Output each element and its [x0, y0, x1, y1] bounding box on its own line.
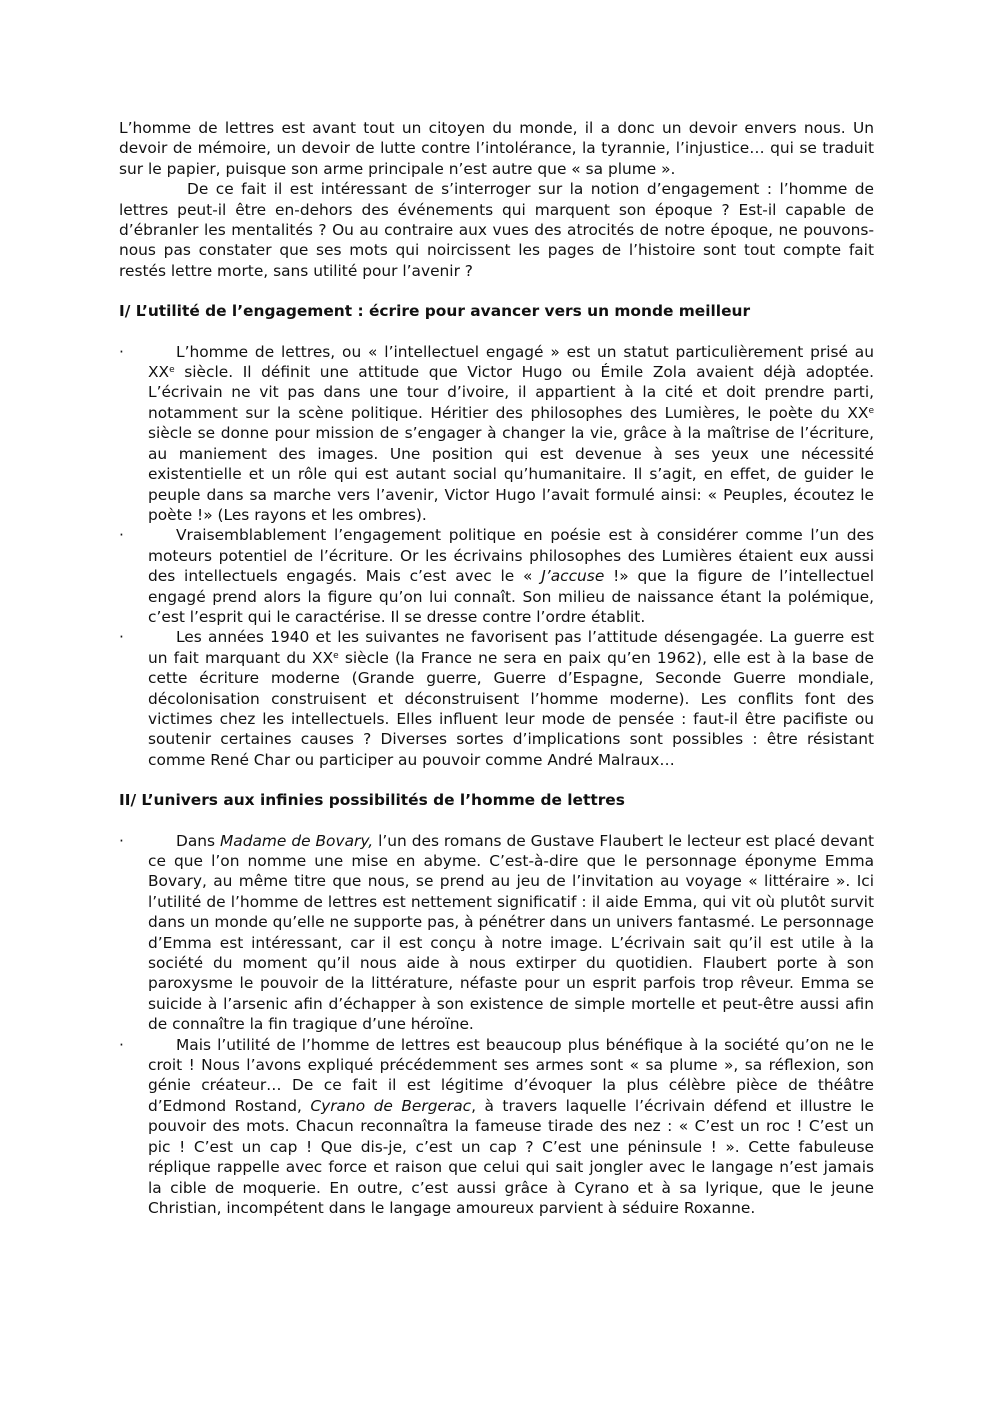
- document-body: [119, 118, 874, 1218]
- section-2-heading: II/ L’univers aux infinies possibilités de l’homme de lettres: [119, 791, 625, 810]
- bullet-marker: ·: [119, 342, 124, 361]
- bullet-marker: ·: [119, 526, 124, 545]
- bullet-marker: ·: [119, 1035, 124, 1054]
- section-1-item-3-text: Les années 1940 et les suivantes ne favorisent pas l’attitude désengagée. La guerre est un fait marquant du XXe siècle (la France ne sera en paix qu’en 1962), elle est à la base de cette écriture moderne (Grande guerre, Guerre d’Espagne, Seconde Guerre mondiale, décolonisation construisent et déconstruisent l’homme moderne). Les conflits font des victimes chez les intellectuels. Elles influent leur mode de pensée : faut-il être pacifiste ou soutenir certaines causes ? Diverses sortes d’implications sont possibles : être résistant comme René Char ou participer au pouvoir comme André Malraux…: [148, 628, 874, 769]
- intro-paragraph-1: L’homme de lettres est avant tout un citoyen du monde, il a donc un devoir envers nous. Un devoir de mémoire, un devoir de lutte contre l’intolérance, la tyrannie, l’injustice… qui se traduit sur le papier, puisque son arme principale n’est autre que « sa plume ».: [119, 119, 874, 178]
- section-1-item-2-text: Vraisemblablement l’engagement politique en poésie est à considérer comme l’un des moteurs potentiel de l’écriture. Or les écrivains philosophes des Lumières étaient eux aussi des intellectuels engagés. Mais c’est avec le « J’accuse !» que la figure de l’intellectuel engagé prend alors la figure qu’on lui connaît. Son milieu de naissance étant la polémique, c’est l’esprit qui le caractérise. Il se dresse contre l’ordre établit.: [148, 526, 874, 626]
- bullet-marker: ·: [119, 831, 124, 850]
- section-2-item-2-text: Mais l’utilité de l’homme de lettres est beaucoup plus bénéfique à la société qu’on ne le croit ! Nous l’avons expliqué précédemment ses armes sont « sa plume », sa réflexion, son génie créateur… De ce fait il est légitime d’évoquer la plus célèbre pièce de théâtre d’Edmond Rostand, Cyrano de Bergerac, à travers laquelle l’écrivain défend et illustre le pouvoir des mots. Chacun reconnaîtra la fameuse tirade des nez : « C’est un roc ! C’est un pic ! C’est un cap ! Que dis-je, c’est un cap ? C’est une péninsule ! ». Cette fabuleuse réplique rappelle avec force et raison que celui qui sait jongler avec le langage n’est jamais la cible de moquerie. En outre, c’est aussi grâce à Cyrano et à sa lyrique, que le jeune Christian, incompétent dans le langage amoureux parvient à séduire Roxanne.: [148, 1035, 874, 1217]
- section-2-item-1: [119, 831, 874, 1035]
- bullet-marker: ·: [119, 628, 124, 647]
- section-2-item-1-text: Dans Madame de Bovary, l’un des romans de Gustave Flaubert le lecteur est placé devant ce que l’on nomme une mise en abyme. C’est-à-dire que le personnage éponyme Emma Bovary, au même titre que nous, se prend au jeu de l’invitation au voyage « littéraire ». Ici l’utilité de l’homme de lettres est nettement significatif : il aide Emma, qui vit où plutôt survit dans un monde qu’elle ne supporte pas, à pénétrer dans un univers fantasmé. Le personnage d’Emma est intéressant, car il est conçu à notre image. L’écrivain sait qu’il est utile à la société du moment qu’il nous aide à nous extirper du quotidien. Flaubert porte à son paroxysme le pouvoir de la littérature, néfaste pour un esprit parfois trop rêveur. Emma se suicide à l’arsenic afin d’échapper à son existence de simple mortelle et peut-être aussi afin de connaître la fin tragique d’une héroïne.: [148, 831, 874, 1034]
- section-1-item-1: [119, 342, 874, 526]
- section-1-item-3: [119, 627, 874, 770]
- section-1-heading: I/ L’utilité de l’engagement : écrire pour avancer vers un monde meilleur: [119, 302, 751, 321]
- section-2-item-2: [119, 1035, 874, 1219]
- section-1-item-1-text: L’homme de lettres, ou « l’intellectuel engagé » est un statut particulièrement prisé au XXe siècle. Il définit une attitude que Victor Hugo ou Émile Zola avaient déjà adoptée. L’écrivain ne vit pas dans une tour d’ivoire, il appartient à la cité et doit prendre parti, notamment sur la scène politique. Héritier des philosophes des Lumières, le poète du XXe siècle se donne pour mission de s’engager à changer la vie, grâce à la maîtrise de l’écriture, au maniement des images. Une position qui est devenue à ses yeux une nécessité existentielle et un rôle qui est autant social qu’humanitaire. Il s’agit, en effet, de guider le peuple dans sa marche vers l’avenir, Victor Hugo l’avait formulé ainsi: « Peuples, écoutez le poète !» (Les rayons et les ombres).: [148, 342, 874, 524]
- section-1-item-2: [119, 525, 874, 627]
- intro-paragraph-2: De ce fait il est intéressant de s’interroger sur la notion d’engagement : l’homme de lettres peut-il être en-dehors des événements qui marquent son époque ? Est-il capable de d’ébranler les mentalités ? Ou au contraire aux vues des atrocités de notre époque, ne pouvons-nous pas constater que ses mots qui noircissent les pages de l’histoire sont tout compte fait restés lettre morte, sans utilité pour l’avenir ?: [119, 180, 874, 280]
